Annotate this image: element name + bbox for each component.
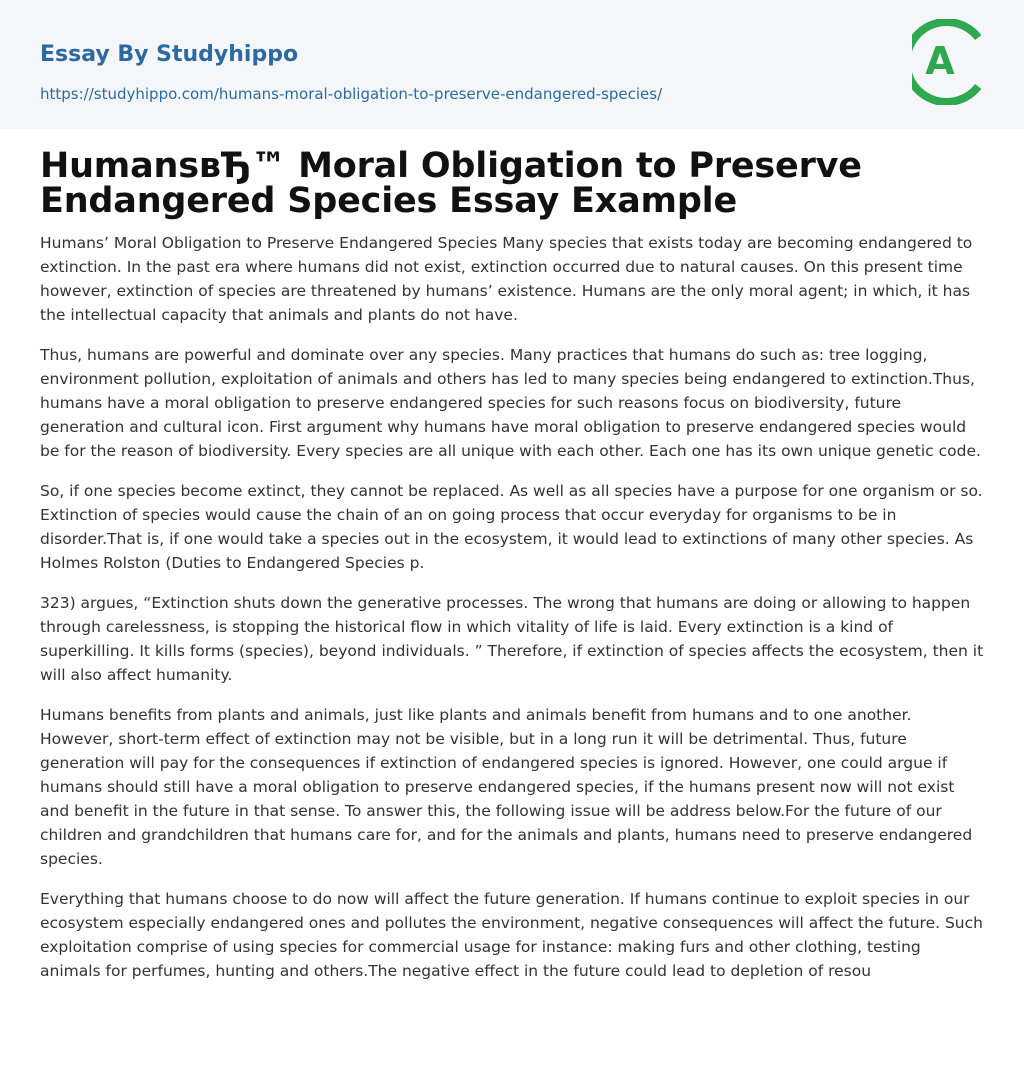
site-brand[interactable]: Essay By Studyhippo — [40, 42, 299, 67]
essay-paragraph: Thus, humans are powerful and dominate over any species. Many practices that humans do such as: tree logging, environment pollution, exploitation of animals and others has led to many species being endangered to extinction.Thus, humans have a moral obligation to preserve endangered species for such reasons focus on biodiversity, future generation and cultural icon. First argument why humans have moral obligation to preserve endangered species would be for the reason of biodiversity. Every species are all unique with each other. Each one has its own unique genetic code. — [40, 346, 981, 460]
studyhippo-logo-icon[interactable] — [912, 19, 986, 105]
essay-paragraph: Humans’ Moral Obligation to Preserve Endangered Species Many species that exists today are becoming endangered to extinction. In the past era where humans did not exist, extinction occurred due to natural causes. On this present time however, extinction of species are threatened by humans’ existence. Humans are the only moral agent; in which, it has the intellectual capacity that animals and plants do not have. — [40, 234, 973, 324]
site-header — [0, 0, 1024, 129]
essay-paragraph: Everything that humans choose to do now will affect the future generation. If humans continue to exploit species in our ecosystem especially endangered ones and pollutes the environment, negative consequences will affect the future. Such exploitation comprise of using species for commercial usage for instance: making furs and other clothing, testing animals for perfumes, hunting and others.The negative effect in the future could lead to depletion of resou — [40, 890, 983, 980]
essay-paragraph: Humans benefits from plants and animals, just like plants and animals benefit from humans and to one another. However, short-term effect of extinction may not be visible, but in a long run it will be detrimental. Thus, future generation will pay for the consequences if extinction of endangered species is ignored. However, one could argue if humans should still have a moral obligation to preserve endangered species, if the humans present now will not exist and benefit in the future in that sense. To answer this, the following issue will be address below.For the future of our children and grandchildren that humans care for, and for the animals and plants, humans need to preserve endangered species. — [40, 706, 973, 868]
article — [0, 146, 1024, 983]
logo-letter: A — [925, 39, 955, 83]
essay-paragraph: So, if one species become extinct, they cannot be replaced. As well as all species have a purpose for one organism or so. Extinction of species would cause the chain of an on going process that occur everyday for organisms to be in disorder.That is, if one would take a species out in the ecosystem, it would lead to extinctions of many other species. As Holmes Rolston (Duties to Endangered Species p. — [40, 482, 983, 572]
page-url-link[interactable]: https://studyhippo.com/humans-moral-obligation-to-preserve-endangered-species/ — [40, 85, 663, 103]
essay-paragraph: 323) argues, “Extinction shuts down the generative processes. The wrong that humans are doing or allowing to happen through carelessness, is stopping the historical flow in which vitality of life is laid. Every extinction is a kind of superkilling. It kills forms (species), beyond individuals. ” Therefore, if extinction of species affects the ecosystem, then it will also affect humanity. — [40, 594, 984, 684]
page-title: HumansвЂ™ Moral Obligation to Preserve Endangered Species Essay Example — [40, 146, 862, 221]
